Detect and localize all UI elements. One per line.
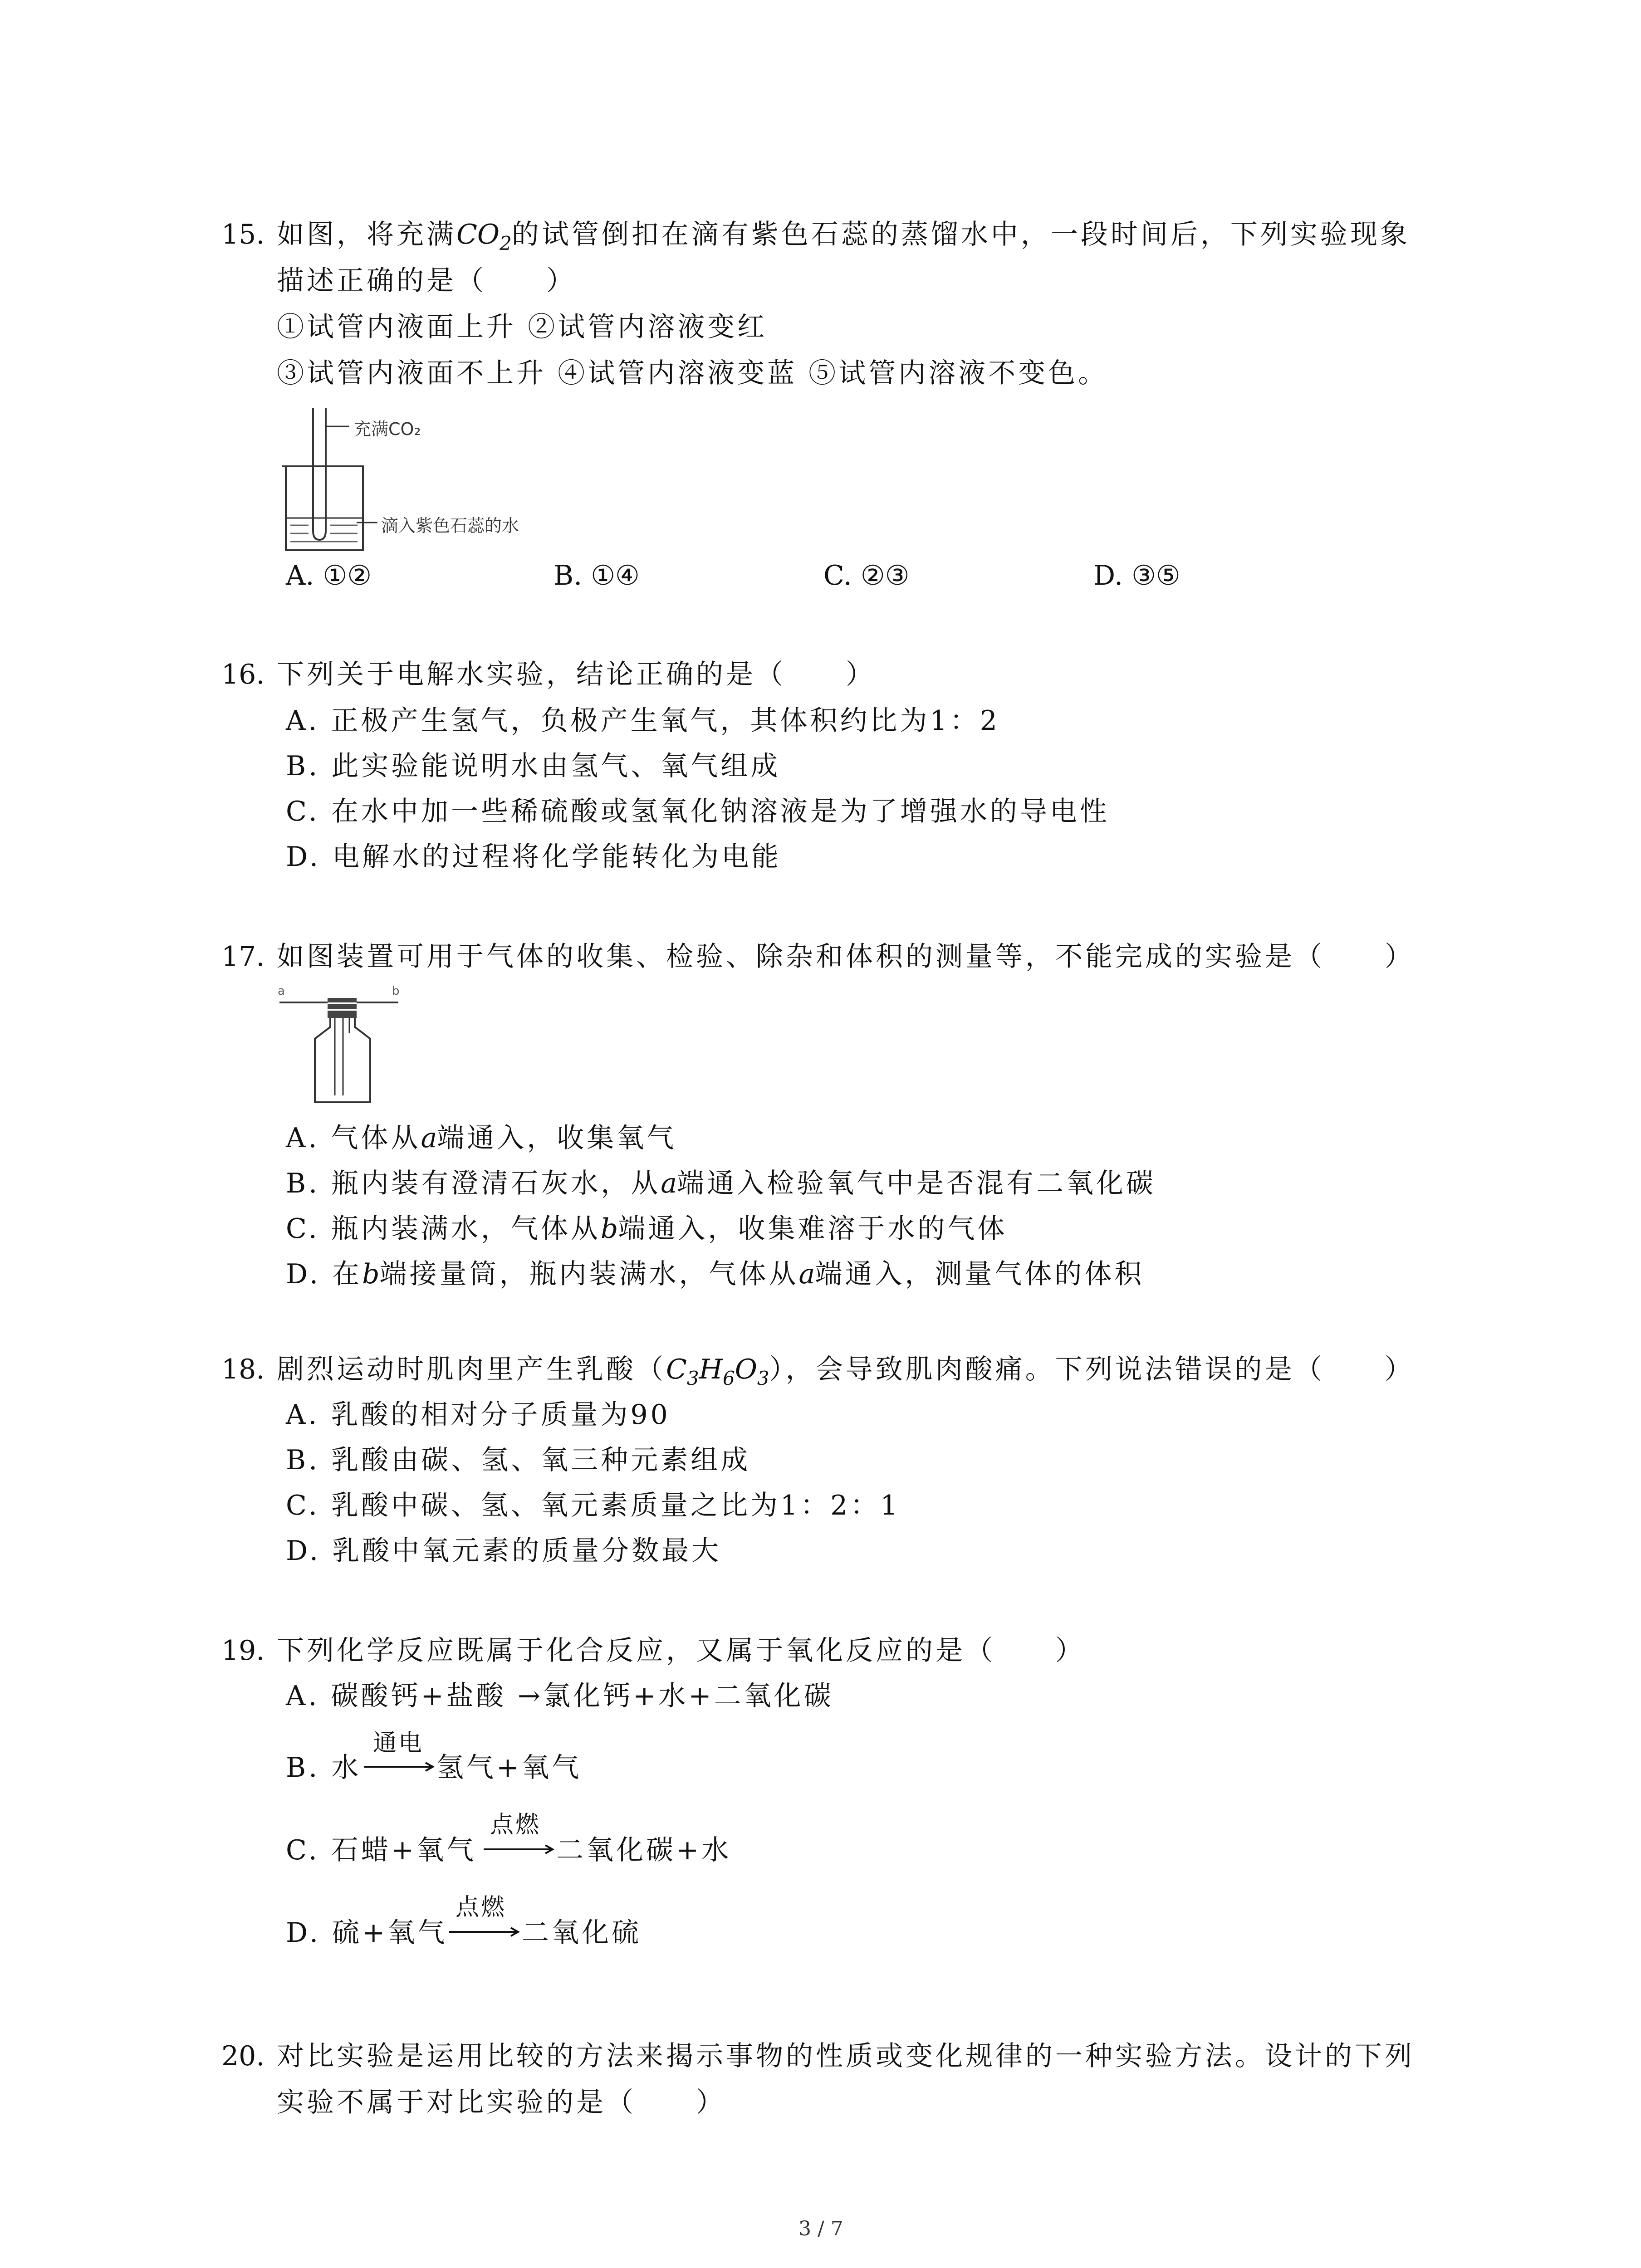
question-17-stem: 如图装置可用于气体的收集、检验、除杂和体积的测量等，不能完成的实验是（ ） (277, 941, 1415, 973)
question-16-number: 16. (221, 659, 265, 690)
figure-label-water: 滴入紫色石蕊的水 (381, 516, 519, 536)
q17-option-c[interactable] (286, 1211, 1007, 1246)
q17-option-b-post: 端通入检验氧气中是否混有二氧化碳 (677, 1168, 1156, 1199)
question-19-stem: 下列化学反应既属于化合反应，又属于氧化反应的是（ ） (277, 1635, 1085, 1667)
q19-option-d-left: D. 硫+氧气 (286, 1917, 448, 1949)
page-number: 3 / 7 (798, 2217, 843, 2240)
q18-option-d[interactable]: D. 乳酸中氧元素的质量分数最大 (286, 1535, 722, 1567)
right-arrow-icon (448, 1925, 521, 1939)
question-15-line4: ③试管内液面不上升 ④试管内溶液变蓝 ⑤试管内溶液不变色。 (277, 357, 1108, 389)
q17-option-d-var: b (362, 1258, 380, 1290)
question-18-number: 18. (221, 1354, 265, 1385)
question-18-stem (277, 1352, 1415, 1396)
formula-c: C (666, 1354, 687, 1385)
q17-option-b-pre: B. 瓶内装有澄清石灰水，从 (286, 1168, 661, 1199)
q15-option-d[interactable]: D. ③⑤ (1093, 560, 1181, 591)
figure-label-co2: 充满CO₂ (354, 419, 421, 439)
formula-c-sub: 3 (686, 1367, 699, 1389)
q17-option-a[interactable] (286, 1120, 676, 1156)
q17-option-a-pre: A. 气体从 (286, 1122, 421, 1154)
q15-text-b: 的试管倒扣在滴有紫色石蕊的蒸馏水中，一段时间后，下列实验现象 (511, 219, 1410, 250)
q15-beaker-figure (277, 399, 594, 562)
q17-option-b-var: a (661, 1168, 677, 1199)
q18-stem-post: ），会导致肌肉酸痛。下列说法错误的是（ ） (769, 1354, 1415, 1385)
question-16-stem: 下列关于电解水实验，结论正确的是（ ） (277, 659, 876, 690)
figure-label-a: a (278, 984, 285, 998)
q17-option-c-var: b (600, 1213, 618, 1245)
question-17-number: 17. (221, 941, 265, 973)
q18-option-b[interactable]: B. 乳酸由碳、氢、氧三种元素组成 (286, 1444, 751, 1476)
q15-option-a[interactable]: A. ①② (286, 560, 372, 591)
q17-option-d[interactable] (286, 1256, 1144, 1292)
q19-option-b-condition: 通电 (373, 1730, 424, 1757)
q18-option-a[interactable]: A. 乳酸的相对分子质量为90 (286, 1399, 671, 1431)
formula-h-sub: 6 (722, 1367, 735, 1389)
question-19-number: 19. (221, 1635, 265, 1667)
q17-option-c-post: 端通入，收集难溶于水的气体 (618, 1213, 1008, 1245)
q19-option-d-condition: 点燃 (456, 1894, 507, 1921)
co2-formula: CO (456, 219, 500, 250)
q19-option-a[interactable]: A. 碳酸钙+盐酸 →氯化钙+水+二氧化碳 (286, 1680, 834, 1712)
q19-option-b-right: 氢气+氧气 (436, 1752, 582, 1784)
q16-option-a[interactable]: A. 正极产生氢气，负极产生氧气，其体积约比为1：2 (286, 705, 1000, 737)
q17-gas-bottle-figure (277, 980, 413, 1111)
q17-option-d-pre: D. 在 (286, 1258, 362, 1290)
question-20-number: 20. (221, 2040, 265, 2072)
q15-text-a: 如图，将充满 (277, 219, 456, 250)
question-15-line2: 描述正确的是（ ） (277, 265, 576, 297)
formula-h: H (699, 1354, 723, 1385)
q17-option-b[interactable] (286, 1166, 1156, 1201)
q16-option-d[interactable]: D. 电解水的过程将化学能转化为电能 (286, 841, 782, 873)
figure-label-b: b (392, 984, 400, 998)
q16-option-b[interactable]: B. 此实验能说明水由氢气、氧气组成 (286, 750, 781, 782)
q17-option-d-var2: a (798, 1258, 815, 1290)
q17-option-a-post: 端通入，收集氧气 (437, 1122, 677, 1154)
question-20-line2: 实验不属于对比实验的是（ ） (277, 2087, 726, 2118)
q17-option-c-pre: C. 瓶内装满水，气体从 (286, 1213, 601, 1245)
q18-option-c[interactable]: C. 乳酸中碳、氢、氧元素质量之比为1：2：1 (286, 1490, 901, 1521)
question-20-line1: 对比实验是运用比较的方法来揭示事物的性质或变化规律的一种实验方法。设计的下列 (277, 2040, 1415, 2072)
q19-option-c-left: C. 石蜡+氧气 (286, 1834, 477, 1866)
q17-option-d-mid: 端接量筒，瓶内装满水，气体从 (379, 1258, 799, 1290)
co2-subscript: 2 (500, 232, 512, 254)
lactic-acid-formula (666, 1354, 769, 1389)
formula-o-sub: 3 (757, 1367, 769, 1389)
right-arrow-icon (363, 1760, 436, 1774)
q18-stem-pre: 剧烈运动时肌肉里产生乳酸（ (277, 1354, 666, 1385)
q16-option-c[interactable]: C. 在水中加一些稀硫酸或氢氧化钠溶液是为了增强水的导电性 (286, 796, 1110, 827)
q19-option-c-right: 二氧化碳+水 (556, 1834, 732, 1866)
q15-option-b[interactable]: B. ①④ (554, 560, 640, 591)
q17-option-d-post: 端通入，测量气体的体积 (815, 1258, 1145, 1290)
q15-option-c[interactable]: C. ②③ (823, 560, 910, 591)
q17-option-a-var: a (421, 1122, 437, 1154)
question-15-number: 15. (221, 219, 265, 250)
q19-option-b-left: B. 水 (286, 1752, 362, 1784)
question-15-line3: ①试管内液面上升 ②试管内溶液变红 (277, 311, 768, 343)
right-arrow-icon (483, 1843, 555, 1856)
question-15-line1 (277, 217, 1410, 261)
q19-option-c-condition: 点燃 (490, 1811, 541, 1838)
q19-option-d-right: 二氧化硫 (522, 1917, 642, 1949)
formula-o: O (735, 1354, 757, 1385)
